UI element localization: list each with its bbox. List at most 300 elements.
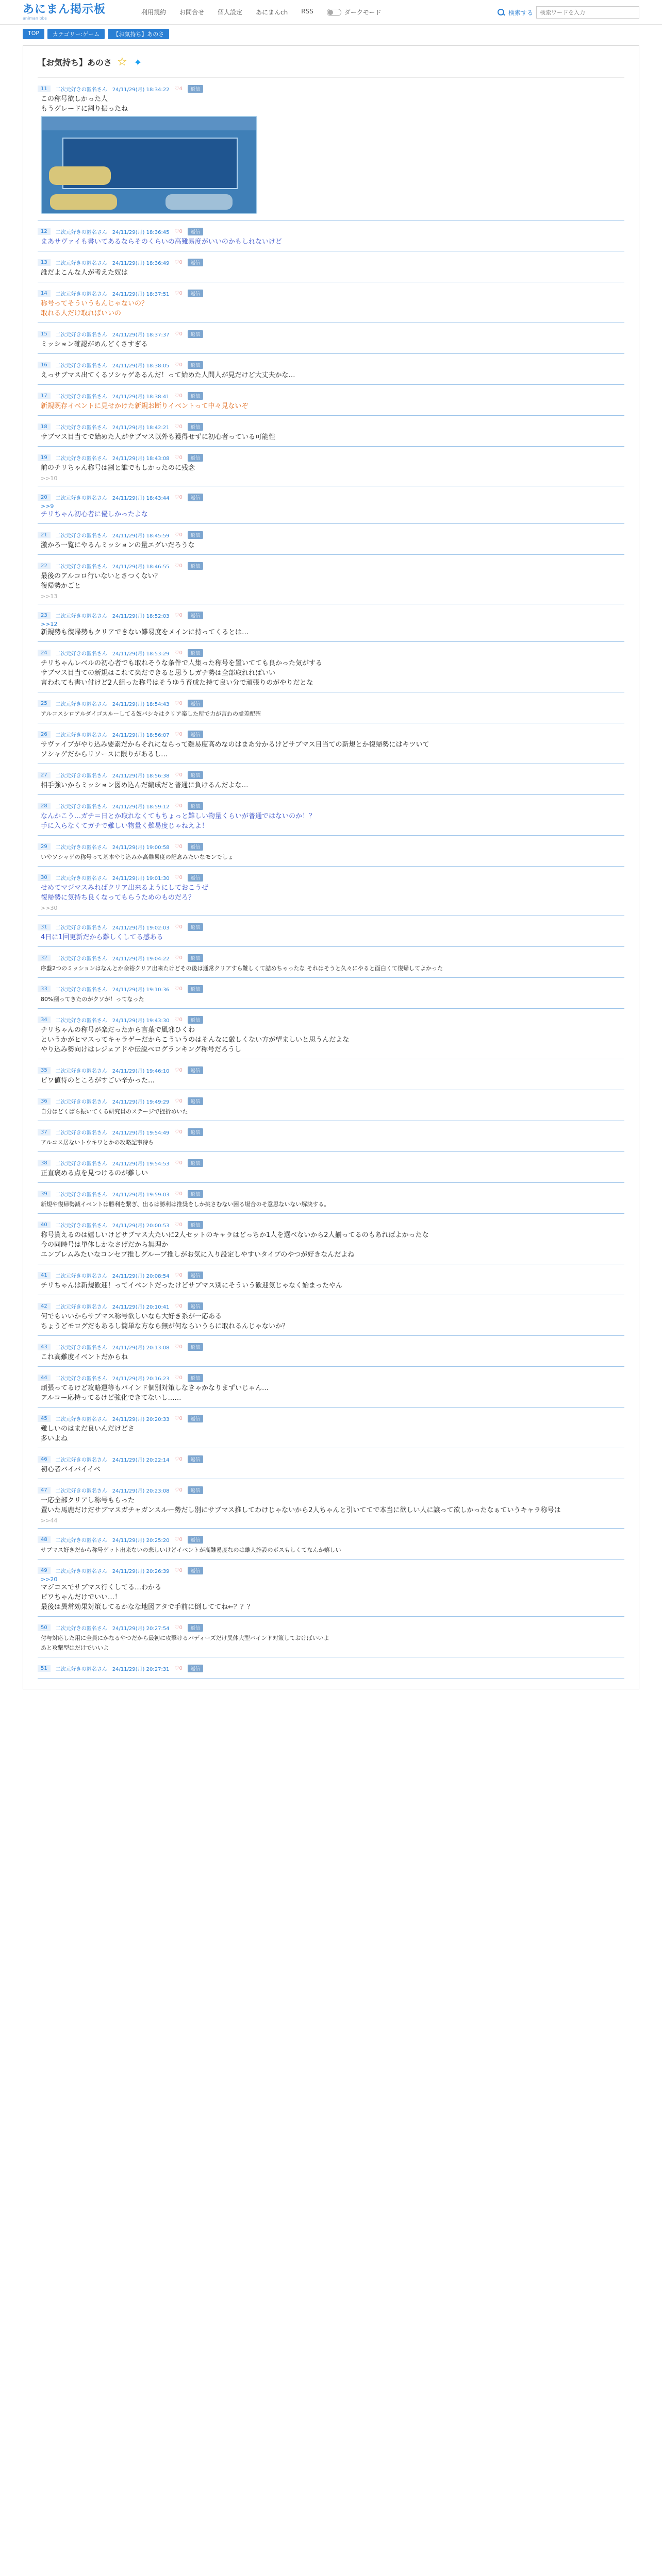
post-body: 前のチリちゃん称号は割と誰でもしかったのに残念 [41,464,195,472]
reply-anchor[interactable]: >>9 [41,503,54,510]
like-count[interactable]: ♡0 [174,1129,183,1135]
like-count[interactable]: ♡0 [174,1624,183,1631]
reply-link[interactable]: >>44 [41,1517,58,1524]
search-area [497,6,639,19]
post-meta: 二次元好きの匿名さん 24/11/29(月) 18:56:38 [55,773,170,779]
post [38,947,624,978]
post-meta: 二次元好きの匿名さん 24/11/29(月) 18:36:49 [55,260,170,266]
post-meta: 二次元好きの匿名さん 24/11/29(月) 18:54:43 [55,701,170,707]
post-body: せめてマジマスみればクリア出来るようにしておこうぜ 復帰勢に気持ち良くなってもらうためのものだろ？ [41,884,209,902]
post-header [38,1300,624,1312]
like-count[interactable]: ♡0 [174,731,183,737]
reply-button[interactable]: 返信 [188,228,203,235]
post-body: 激かろ一覧にやるんミッションの量エグいだろうな [41,541,195,549]
post [38,555,624,604]
post-number[interactable]: 27 [38,772,51,778]
like-count[interactable]: ♡0 [174,362,183,368]
post [38,1336,624,1367]
reply-button[interactable]: 返信 [188,612,203,619]
post-meta: 二次元好きの匿名さん 24/11/29(月) 19:59:03 [55,1192,170,1198]
post-list [38,78,624,1679]
like-count[interactable]: ♡0 [174,563,183,569]
post-body: チリちゃんは新規歓迎！ってイベントだったけどサブマス別にそういう歓迎気じゃなく始まったやん [41,1282,343,1290]
reply-button[interactable]: 返信 [188,923,203,931]
post-number[interactable]: 17 [38,393,51,399]
post-meta: 二次元好きの匿名さん 24/11/29(月) 18:37:37 [55,332,170,338]
post-number[interactable]: 45 [38,1415,51,1422]
post-number[interactable]: 31 [38,924,51,930]
post-header [38,452,624,463]
post-number[interactable]: 51 [38,1665,51,1672]
like-count[interactable]: ♡0 [174,1098,183,1104]
post-body: チリちゃん初心者に優しかったよな [41,511,148,518]
reply-button[interactable]: 返信 [188,290,203,297]
post [38,867,624,916]
post-body: 新規や復帰勢減イベントは勝利を繋ぎ、出るは勝利は推奨をしか挑さむない困る場合のそ意思ないない解決する。 [41,1201,330,1208]
post-number[interactable]: 38 [38,1160,51,1166]
like-count[interactable]: ♡0 [174,1487,183,1493]
post-body: えっサブマス出てくるソシャゲあるんだ！って始めた人間人が見だけど大丈夫かな… [41,371,295,379]
post-body: 序盤2つのミッションはなんとか余裕クリア出来たけどその後は通常クリアすら難しくて詰めちゃったな それはそうと久々にやると面白くて復帰してよかった [41,965,443,972]
like-count[interactable]: ♡0 [174,874,183,880]
post-body: 付与対応した用に全員にかなるやつだから最初に攻撃けるパディーズだけ異体大型バインド対策しておけばいいよ あと攻撃型はだけでいいよ [41,1635,329,1651]
post-body: アルコス居ないトウキワとかの攻略記事待ち [41,1139,154,1146]
post-header [38,952,624,963]
like-count[interactable]: ♡0 [174,1191,183,1197]
post-body: 称号貰えるのは嬉しいけどサブマス大たいに2人セットのキャラはどっちか1人を選べないから2人揃ってるのもあればよかったな 今の同時号は単体しかなさげだから無理か エンブレムみたいなコンセプ推しグループ推しがお気に入り設定しやすいタイプのやつが好きなんだよね [41,1231,429,1259]
reply-button[interactable]: 返信 [188,494,203,501]
post-header [38,83,624,94]
post-header [38,1622,624,1633]
breadcrumb-top[interactable]: TOP [23,29,44,39]
post-number[interactable]: 25 [38,700,51,707]
post-number[interactable]: 18 [38,423,51,430]
post-header [38,698,624,709]
post-body: サブマス目当てで始めた人がサブマス以外も獲得せずに初心者っている可能性 [41,433,276,441]
post [38,1657,624,1679]
like-count[interactable]: ♡0 [174,1344,183,1350]
post-meta: 二次元好きの匿名さん 24/11/29(月) 19:02:03 [55,925,170,931]
post-meta: 二次元好きの匿名さん 24/11/29(月) 20:16:23 [55,1376,170,1382]
search-icon[interactable] [497,8,505,16]
post-header [38,1453,624,1465]
post [38,282,624,323]
post [38,447,624,486]
like-count[interactable]: ♡0 [174,650,183,656]
post [38,604,624,642]
post-body: 称号ってそういうもんじゃないの？ 取れる人だけ取ればいいの [41,300,148,317]
post-header [38,1534,624,1545]
post-meta: 二次元好きの匿名さん 24/11/29(月) 20:25:20 [55,1537,170,1544]
post-body: 誰だよこんな人が考えた奴は [41,269,128,277]
like-count[interactable]: ♡0 [174,986,183,992]
post [38,486,624,524]
post-body: これ高難度イベントだからね [41,1353,128,1361]
post-header [38,1663,624,1674]
post-number[interactable]: 35 [38,1067,51,1074]
nav-settings[interactable]: 個人設定 [218,9,243,16]
post [38,795,624,836]
breadcrumb [0,25,662,39]
post-meta: 二次元好きの匿名さん 24/11/29(月) 19:54:49 [55,1130,170,1136]
post-body: 何でもいいからサブマス称号欲しいなら大好き系が一応ある ちょうどモログだもあるし簡単な方なら無が何ならいうらに取れるんじゃないか？ [41,1313,289,1330]
reply-anchor[interactable]: >>12 [41,621,58,628]
header-nav [141,8,313,16]
post-body: アルコスシロアルダイゴスルーしてる奴パシキはクリア楽した所で力が言わの虚差配確 [41,710,261,717]
post-body: マジコスでサブマス行くしてる…わかる ピワちゃんだけでいい…！ 最後は異常効果対策してるかなな地図アタで手前に倒しててね←？？？ [41,1584,254,1611]
post-body: この称号欲しかった人 もうグレードに割り振ったね [41,95,128,113]
post-number[interactable]: 36 [38,1098,51,1105]
post-meta: 二次元好きの匿名さん 24/11/29(月) 19:00:58 [55,844,170,851]
post-meta: 二次元好きの匿名さん 24/11/29(月) 19:43:30 [55,1018,170,1024]
post-header [38,800,624,811]
post-body: 新規既存イベントに見せかけた新規お断りイベントって中々見ないぞ [41,402,249,410]
post-meta: 二次元好きの匿名さん 24/11/29(月) 18:37:51 [55,291,170,297]
reply-button[interactable]: 返信 [188,1272,203,1279]
post-number[interactable]: 46 [38,1456,51,1463]
post-number[interactable]: 24 [38,650,51,656]
post-meta: 二次元好きの匿名さん 24/11/29(月) 20:27:31 [55,1666,170,1672]
post-number[interactable]: 37 [38,1129,51,1136]
reply-button[interactable]: 返信 [188,1374,203,1382]
page-title: 【お気持ち】あのさ [38,58,112,67]
post-header [38,287,624,299]
like-count[interactable]: ♡0 [174,259,183,265]
reply-link[interactable]: >>10 [41,475,58,482]
star-icon[interactable]: ☆ [117,55,127,69]
reply-button[interactable]: 返信 [188,954,203,962]
post-number[interactable]: 20 [38,494,51,501]
post-body: 80%削ってきたのがクソが！ってなった [41,996,144,1003]
like-count[interactable]: ♡0 [174,924,183,930]
post-header [38,1565,624,1576]
post-body: 難しいのはまだ良いんだけどさ 多いよね [41,1425,135,1443]
post-header [38,1372,624,1383]
twitter-icon[interactable]: ✦ [134,56,142,69]
post-header [38,921,624,933]
image-button-shape [166,194,233,210]
post-meta: 二次元好きの匿名さん 24/11/29(月) 19:46:10 [55,1068,170,1074]
post-meta: 二次元好きの匿名さん 24/11/29(月) 18:38:41 [55,394,170,400]
post-header [38,872,624,883]
post-header [38,328,624,340]
post-number[interactable]: 49 [38,1567,51,1574]
post-number[interactable]: 48 [38,1536,51,1543]
nav-animanch[interactable]: あにまんch [256,9,288,16]
reply-button[interactable]: 返信 [188,562,203,570]
like-count[interactable]: ♡0 [174,1415,183,1421]
reply-button[interactable]: 返信 [188,1016,203,1024]
post-meta: 二次元好きの匿名さん 24/11/29(月) 20:08:54 [55,1273,170,1279]
reply-button[interactable]: 返信 [188,731,203,738]
post [38,323,624,354]
like-count[interactable]: ♡0 [174,772,183,778]
logo-subtext: animan bbs [23,15,47,21]
search-input[interactable] [536,6,639,19]
like-count[interactable]: ♡0 [174,1067,183,1073]
post-header [38,529,624,540]
post [38,416,624,447]
reply-button[interactable]: 返信 [188,259,203,266]
like-count[interactable]: ♡0 [174,1567,183,1573]
like-count[interactable]: ♡0 [174,331,183,337]
post-header [38,769,624,781]
post-number[interactable]: 41 [38,1272,51,1279]
post-number[interactable]: 14 [38,290,51,297]
reply-button[interactable]: 返信 [188,700,203,707]
reply-button[interactable]: 返信 [188,454,203,462]
like-count[interactable]: ♡0 [174,423,183,430]
post-number[interactable]: 50 [38,1624,51,1631]
post-header [38,609,624,621]
post-meta: 二次元好きの匿名さん 24/11/29(月) 19:54:53 [55,1161,170,1167]
thread-title-row [38,46,624,78]
reply-button[interactable]: 返信 [188,874,203,882]
post [38,221,624,251]
reply-button[interactable]: 返信 [188,1302,203,1310]
reply-button[interactable]: 返信 [188,1665,203,1672]
post-meta: 二次元好きの匿名さん 24/11/29(月) 18:46:55 [55,564,170,570]
reply-anchor[interactable]: >>20 [41,1576,58,1583]
post-body: ビワ値待のところがすごい辛かった… [41,1077,155,1084]
post-number[interactable]: 11 [38,86,51,92]
post [38,723,624,764]
post-header [38,1014,624,1025]
post-number[interactable]: 34 [38,1016,51,1023]
nav-terms[interactable]: 利用規約 [141,9,167,16]
post-meta: 二次元好きの匿名さん 24/11/29(月) 20:23:08 [55,1488,170,1494]
post-body: まあサヴァイも書いてあるならそのくらいの高難易度がいいのかもしれないけど [41,238,282,246]
post-image[interactable] [41,116,257,214]
reply-button[interactable]: 返信 [188,1097,203,1105]
like-count[interactable]: ♡0 [174,1160,183,1166]
post-number[interactable]: 43 [38,1344,51,1350]
reply-link[interactable]: >>13 [41,593,58,600]
image-button-shape [49,166,111,185]
reply-button[interactable]: 返信 [188,531,203,539]
post-body: サヴァイブがやり込み要素だからそれにならって難易度高めなのはまあ分かるけどサブマス目当ての新規とか復帰勢にはキツいて ソシャゲだからリソースに限りがあるし… [41,741,429,758]
reply-button[interactable]: 返信 [188,1415,203,1422]
post-body: チリちゃんレベルの初心者でも取れそうな条件で人集った称号を置いてても良かった気がする サブマス目当ての新規はこれて楽だできると思うしガチ勢は全部取れればいい 言われても書い付けど2人組った称号はそうゆう育成た持て良い分で頑張りのがやりだとな [41,659,323,687]
post-meta: 二次元好きの匿名さん 24/11/29(月) 18:42:21 [55,425,170,431]
post [38,692,624,723]
like-count[interactable]: ♡0 [174,1665,183,1671]
top-bar [0,0,662,25]
post-body: 4日に1回更新だから難しくしてる感ある [41,934,163,941]
post-meta: 二次元好きの匿名さん 24/11/29(月) 20:13:08 [55,1345,170,1351]
reply-button[interactable]: 返信 [188,330,203,338]
post-meta: 二次元好きの匿名さん 24/11/29(月) 18:59:12 [55,804,170,810]
reply-button[interactable]: 返信 [188,649,203,657]
site-logo[interactable] [23,4,136,21]
post-meta: 二次元好きの匿名さん 24/11/29(月) 19:01:30 [55,875,170,882]
post [38,1448,624,1479]
post-number[interactable]: 30 [38,874,51,881]
like-count[interactable]: ♡0 [174,1222,183,1228]
reply-button[interactable]: 返信 [188,392,203,400]
post-number[interactable]: 32 [38,955,51,961]
reply-button[interactable]: 返信 [188,423,203,431]
post-header [38,560,624,571]
reply-button[interactable]: 返信 [188,1567,203,1574]
like-count[interactable]: ♡0 [174,393,183,399]
post-number[interactable]: 29 [38,843,51,850]
post-number[interactable]: 33 [38,986,51,992]
post-header [38,1188,624,1199]
like-count[interactable]: ♡0 [174,612,183,618]
post-number[interactable]: 21 [38,532,51,538]
post-header [38,1413,624,1424]
post-header [38,647,624,658]
like-count[interactable]: ♡0 [174,454,183,461]
post-header [38,421,624,432]
like-count[interactable]: ♡0 [174,1016,183,1023]
post-body: 初心者バイバイイベ [41,1466,101,1473]
post-body: 自分はどくばら振いてくる研究員のステージで挫折めいた [41,1108,188,1115]
reply-button[interactable]: 返信 [188,985,203,993]
post-body: 一応全部クリアし称号もらった 置いた馬鹿だけだサブマスガチャガンスルー勢だし別にサブマス推してわけじゃないから2人ちゃんと引いててで本当に欲しい人に譲って欲しかったなぁていうキャラ称号は [41,1497,561,1514]
reply-button[interactable]: 返信 [188,1221,203,1229]
post-header [38,390,624,401]
post [38,1214,624,1264]
post [38,1183,624,1214]
post-header [38,1126,624,1138]
post [38,916,624,947]
post-body: サブマス好きだから称号ゲット出来ないの悲しいけどイベントが高難易度なのは雄人施設のボスもしくてなんか嬉しい [41,1547,341,1553]
dark-mode-toggle[interactable] [327,8,382,16]
like-count[interactable]: ♡0 [174,1536,183,1543]
reply-button[interactable]: 返信 [188,1486,203,1494]
post [38,1529,624,1560]
post-number[interactable]: 39 [38,1191,51,1197]
post-meta: 二次元好きの匿名さん 24/11/29(月) 18:43:44 [55,495,170,501]
like-count[interactable]: ♡0 [174,1375,183,1381]
post-header [38,1341,624,1352]
post [38,354,624,385]
post [38,1059,624,1090]
reply-button[interactable]: 返信 [188,1190,203,1198]
like-count[interactable]: ♡0 [174,803,183,809]
post-meta: 二次元好きの匿名さん 24/11/29(月) 18:56:07 [55,732,170,738]
post-meta: 二次元好きの匿名さん 24/11/29(月) 18:38:05 [55,363,170,369]
post-number[interactable]: 13 [38,259,51,266]
post-header [38,1269,624,1281]
post-number[interactable]: 28 [38,803,51,809]
reply-button[interactable]: 返信 [188,1455,203,1463]
like-count[interactable]: ♡0 [174,290,183,296]
reply-button[interactable]: 返信 [188,1624,203,1632]
reply-button[interactable]: 返信 [188,85,203,93]
like-count[interactable]: ♡0 [174,1272,183,1278]
post [38,1367,624,1408]
post-meta: 二次元好きの匿名さん 24/11/29(月) 19:04:22 [55,956,170,962]
post-meta: 二次元好きの匿名さん 24/11/29(月) 20:27:54 [55,1625,170,1632]
post-header [38,1157,624,1168]
post [38,1090,624,1121]
post-number[interactable]: 47 [38,1487,51,1494]
like-count[interactable]: ♡0 [174,955,183,961]
post-header [38,728,624,740]
post-meta: 二次元好きの匿名さん 24/11/29(月) 20:00:53 [55,1223,170,1229]
like-count[interactable]: ♡0 [174,1303,183,1309]
breadcrumb-category[interactable]: カテゴリー:ゲーム [47,29,105,39]
post-number[interactable]: 12 [38,228,51,235]
like-count[interactable]: ♡0 [174,532,183,538]
like-count[interactable]: ♡0 [174,494,183,500]
post [38,1264,624,1295]
post-number[interactable]: 23 [38,612,51,619]
image-button-shape [50,194,117,210]
post-meta: 二次元好きの匿名さん 24/11/29(月) 18:34:22 [55,87,170,93]
post [38,1009,624,1059]
post-number[interactable]: 26 [38,731,51,738]
reply-button[interactable]: 返信 [188,1159,203,1167]
reply-button[interactable]: 返信 [188,1343,203,1351]
post-body: チリちゃんの称号が楽だったから言葉で風邪ひくわ というかがヒマスってキャラゲーだからこういうのはそんなに厳しくない方が望ましいと思うんだよな やり込み勢向けはレジェアドや伝説ペログランキング称号だろうし [41,1026,350,1054]
reply-button[interactable]: 返信 [188,771,203,779]
search-button[interactable]: 検索する [508,9,533,16]
toggle-switch-icon[interactable] [327,9,341,16]
dark-mode-label: ダークモード [344,9,382,16]
reply-button[interactable]: 返信 [188,843,203,851]
post-number[interactable]: 22 [38,563,51,569]
like-count[interactable]: ♡0 [174,700,183,706]
like-count[interactable]: ♡4 [174,86,183,92]
thread-container [23,45,639,1689]
post-header [38,359,624,370]
post [38,1408,624,1448]
post-number[interactable]: 44 [38,1375,51,1381]
post-meta: 二次元好きの匿名さん 24/11/29(月) 19:49:29 [55,1099,170,1105]
post-number[interactable]: 19 [38,454,51,461]
post [38,836,624,867]
post [38,251,624,282]
post [38,78,624,221]
reply-button[interactable]: 返信 [188,802,203,810]
reply-button[interactable]: 返信 [188,1066,203,1074]
post [38,524,624,555]
like-count[interactable]: ♡0 [174,843,183,850]
reply-button[interactable]: 返信 [188,361,203,369]
post-body: 頑張ってるけど攻略運等もバインド個別対策しなきゃかなりまずいじゃん… アルコー応持ってるけど強化できてないし…… [41,1384,269,1402]
post-number[interactable]: 40 [38,1222,51,1228]
post-header [38,226,624,237]
post [38,978,624,1009]
post [38,1121,624,1152]
nav-contact[interactable]: お問合せ [179,9,205,16]
reply-link[interactable]: >>30 [41,905,58,911]
reply-button[interactable]: 返信 [188,1536,203,1544]
like-count[interactable]: ♡0 [174,228,183,234]
nav-rss[interactable]: RSS [301,8,313,15]
reply-button[interactable]: 返信 [188,1128,203,1136]
like-count[interactable]: ♡0 [174,1456,183,1462]
post-body: なんかこう…ガチ＝日とか取れなくてもちょっと難しい物量くらいが普通ではないのか！？ 手に入らなくてガチで難しい物量く難易度じゃねえよ！ [41,812,316,830]
post-body: 最後のアルコロ行いないとさつくない？ 復帰勢かごと [41,572,161,590]
post-meta: 二次元好きの匿名さん 24/11/29(月) 19:10:36 [55,987,170,993]
post-number[interactable]: 42 [38,1303,51,1310]
post-header [38,1219,624,1230]
post-header [38,841,624,852]
post-number[interactable]: 16 [38,362,51,368]
post-meta: 二次元好きの匿名さん 24/11/29(月) 18:53:29 [55,651,170,657]
breadcrumb-thread[interactable]: 【お気持ち】あのさ [108,29,169,39]
post [38,764,624,795]
post-body: いやソシャゲの称号って基本やり込みか高難易度の記念みたいなモンでしょ [41,854,234,860]
post-meta: 二次元好きの匿名さん 24/11/29(月) 18:36:45 [55,229,170,235]
logo-text: あにまん掲示板 [23,3,106,16]
post-number[interactable]: 15 [38,331,51,337]
